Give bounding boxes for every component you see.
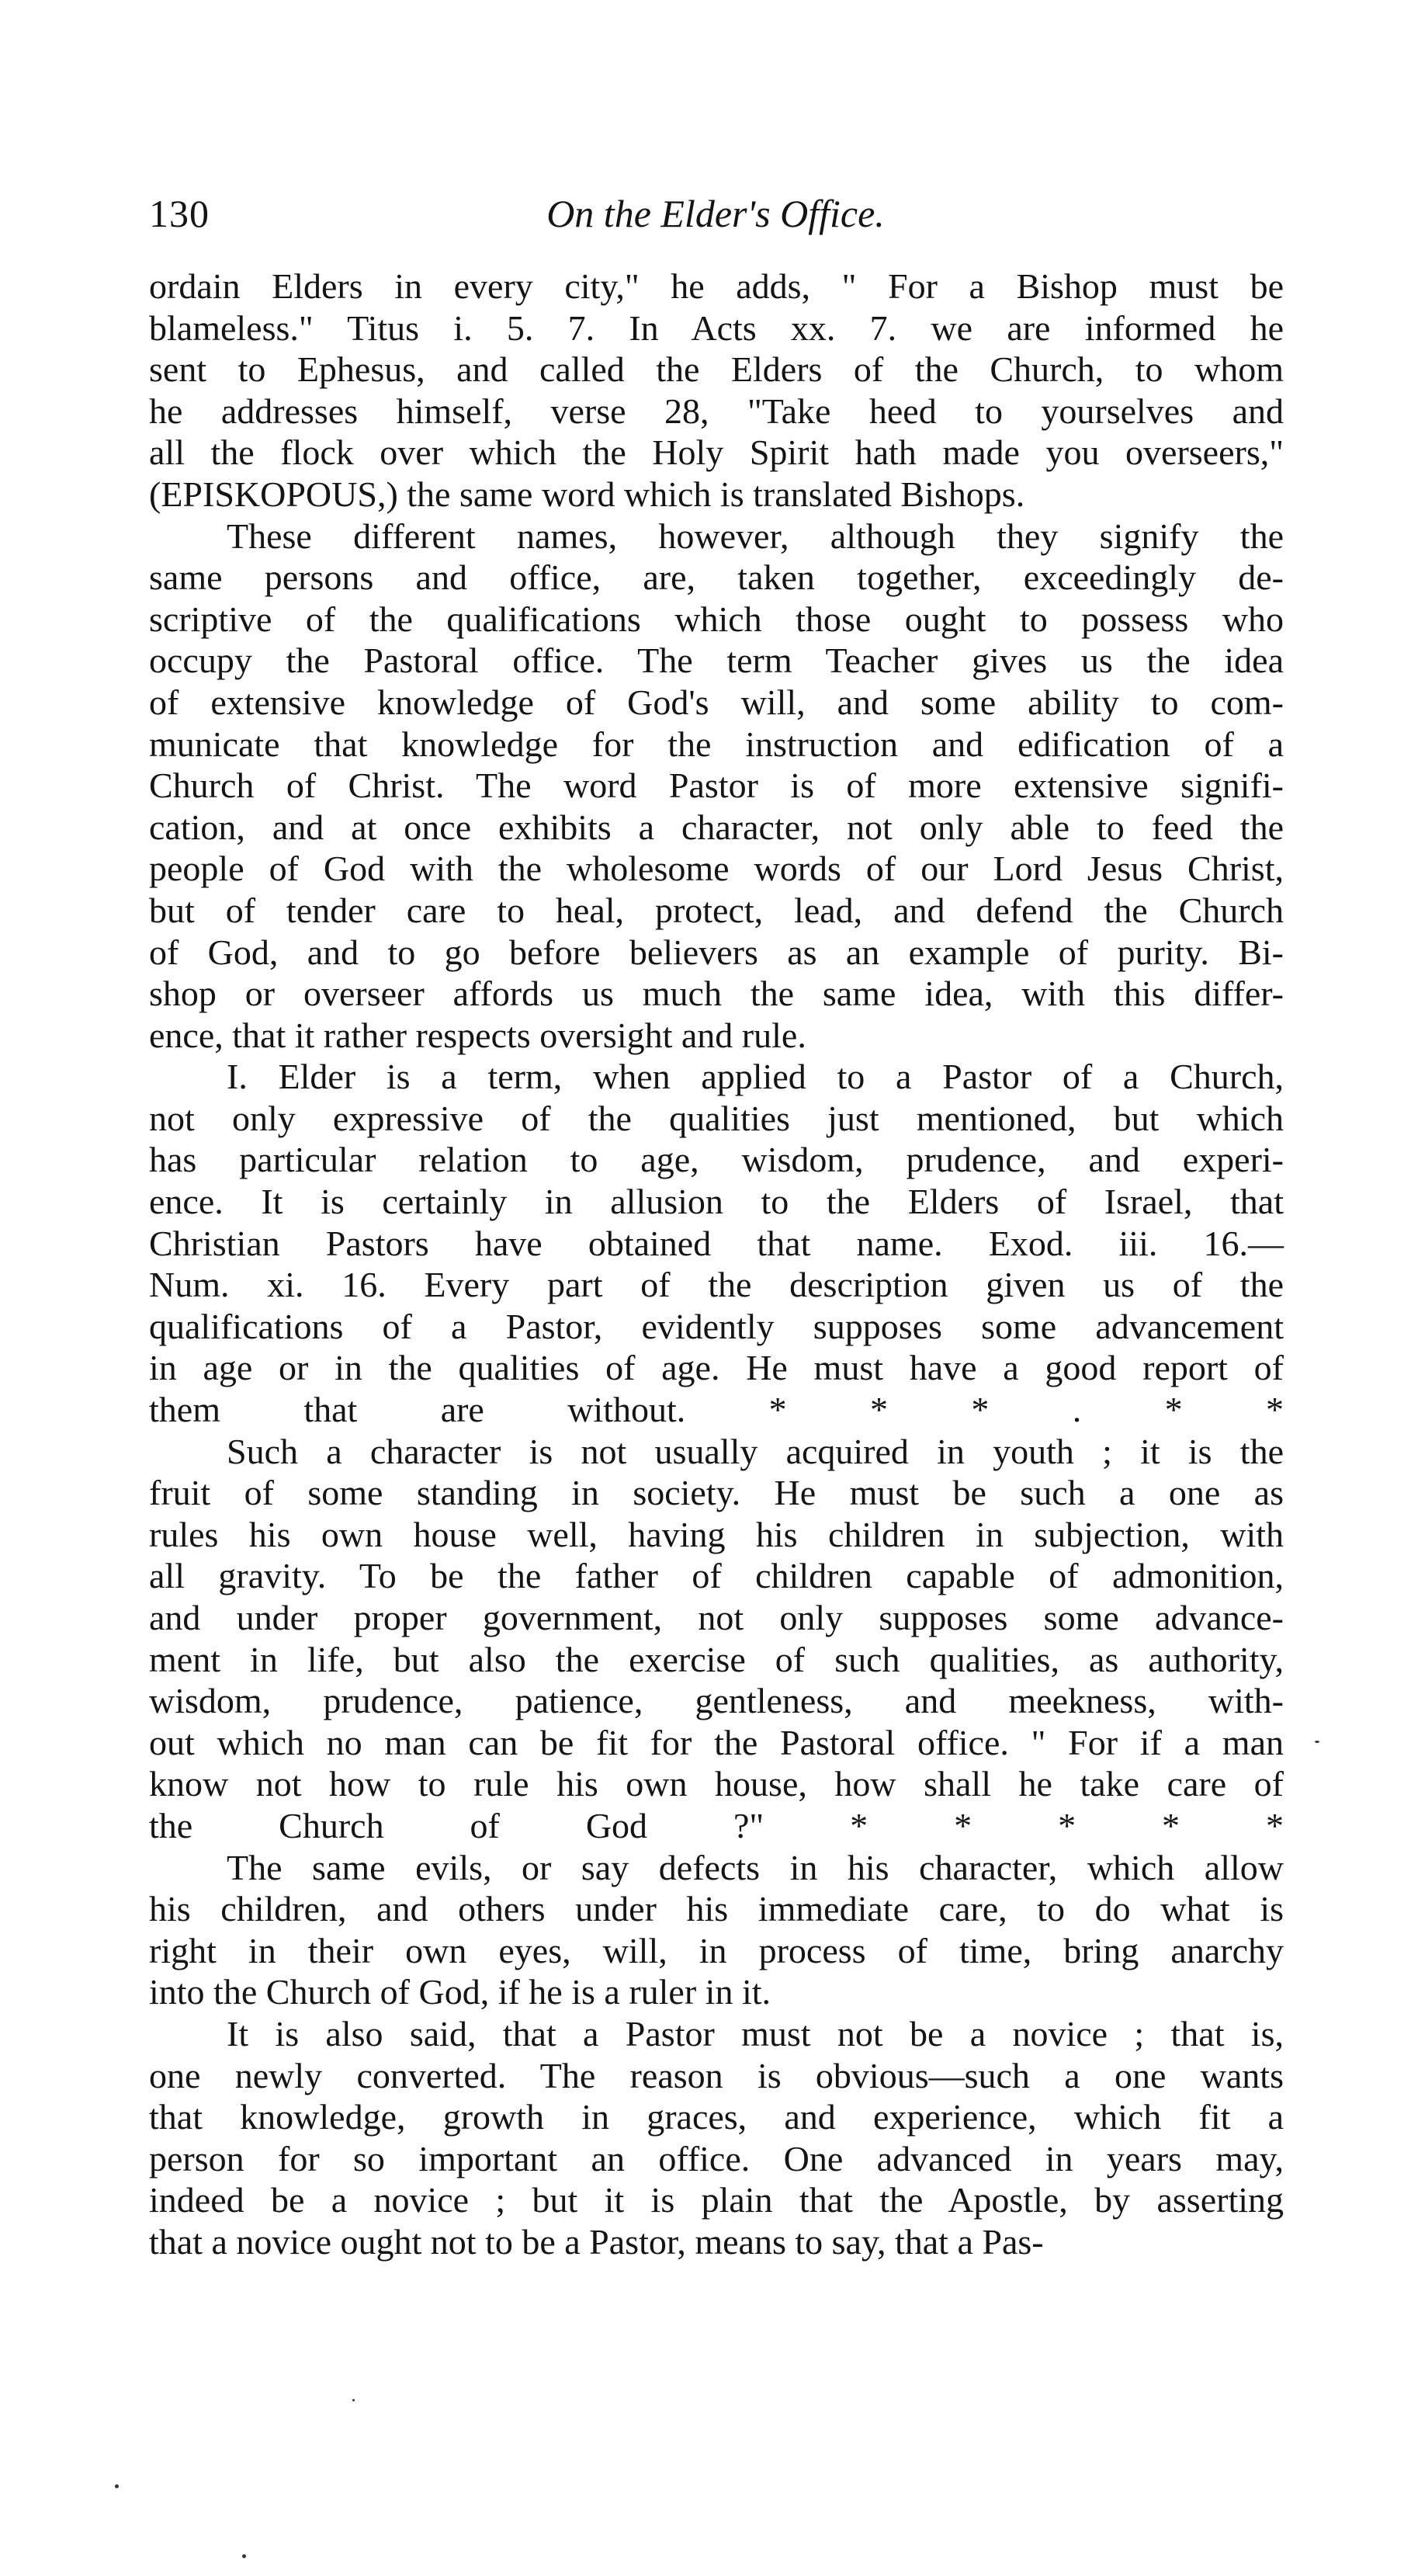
text-line: all the flock over which the Holy Spirit hath made you overseers," [149,432,1284,473]
text-line: occupy the Pastoral office. The term Teacher gives us the idea [149,641,1284,681]
body-text [149,266,1284,2263]
text-line: indeed be a novice ; but it is plain that the Apostle, by asserting [149,2180,1284,2220]
text-line: ordain Elders in every city," he adds, " For a Bishop must be [149,266,1284,306]
text-line: ment in life, but also the exercise of such qualities, as authority, [149,1639,1284,1679]
text-line: (EPISKOPOUS,) the same word which is translated Bishops. [149,474,1025,514]
text-line: his children, and others under his immediate care, to do what is [149,1889,1284,1929]
ink-speck [242,2554,246,2558]
text-line: qualifications of a Pastor, evidently supposes some advancement [149,1306,1284,1346]
text-line: them that are without. * * * . * * [149,1390,1284,1430]
text-line: people of God with the wholesome words of our Lord Jesus Christ, [149,849,1284,889]
text-line: same persons and office, are, taken together, exceedingly de- [149,557,1284,598]
text-line: cation, and at once exhibits a character, not only able to feed the [149,807,1284,847]
text-line: I. Elder is a term, when applied to a Pastor of a Church, [227,1057,1284,1097]
text-line: one newly converted. The reason is obvious—such a one wants [149,2055,1284,2095]
text-line: the Church of God ?" * * * * * [149,1805,1284,1845]
text-line: right in their own eyes, will, in process of time, bring anarchy [149,1930,1284,1970]
text-line: fruit of some standing in society. He must be such a one as [149,1473,1284,1513]
text-line: that knowledge, growth in graces, and experience, which fit a [149,2097,1284,2137]
text-line: into the Church of God, if he is a ruler in it. [149,1972,771,2012]
text-line: It is also said, that a Pastor must not be a novice ; that is, [227,2013,1284,2054]
text-line: he addresses himself, verse 28, "Take heed to yourselves and [149,391,1284,431]
text-line: know not how to rule his own house, how shall he take care of [149,1764,1284,1804]
text-line: ence. It is certainly in allusion to the Elders of Israel, that [149,1182,1284,1222]
text-line: ence, that it rather respects oversight and rule. [149,1015,806,1055]
text-line: Such a character is not usually acquired in youth ; it is the [227,1431,1284,1471]
running-head [149,191,1282,245]
text-line: out which no man can be fit for the Pastoral office. " For if a man [149,1722,1284,1762]
ink-speck [1315,1741,1319,1743]
running-title: On the Elder's Office. [546,192,885,235]
text-line: of God, and to go before believers as an example of purity. Bi- [149,932,1284,972]
page-number: 130 [149,192,210,235]
text-line: but of tender care to heal, protect, lead, and defend the Church [149,890,1284,930]
text-line: These different names, however, although they signify the [227,516,1284,556]
text-line: and under proper government, not only supposes some advance- [149,1598,1284,1637]
text-line: person for so important an office. One advanced in years may, [149,2138,1284,2178]
text-line: Church of Christ. The word Pastor is of more extensive signifi- [149,766,1284,806]
text-line: in age or in the qualities of age. He must have a good report of [149,1348,1284,1388]
text-line: Christian Pastors have obtained that name. Exod. iii. 16.— [149,1223,1284,1263]
text-line: all gravity. To be the father of children capable of admonition, [149,1556,1284,1596]
text-line: rules his own house well, having his children in subjection, with [149,1514,1284,1554]
text-line: that a novice ought not to be a Pastor, means to say, that a Pas- [149,2221,1044,2262]
text-line: Num. xi. 16. Every part of the description given us of the [149,1265,1284,1305]
text-line: wisdom, prudence, patience, gentleness, and meekness, with- [149,1681,1284,1721]
text-line: blameless." Titus i. 5. 7. In Acts xx. 7. we are informed he [149,307,1284,348]
text-line: scriptive of the qualifications which those ought to possess who [149,599,1284,639]
ink-speck [352,2399,355,2401]
text-line: shop or overseer affords us much the same idea, with this differ- [149,974,1284,1014]
text-line: The same evils, or say defects in his character, which allow [227,1847,1284,1887]
ink-speck [115,2484,119,2488]
text-line: sent to Ephesus, and called the Elders of the Church, to whom [149,349,1284,390]
text-line: of extensive knowledge of God's will, and some ability to com- [149,682,1284,722]
text-line: has particular relation to age, wisdom, prudence, and experi- [149,1140,1284,1180]
text-line: municate that knowledge for the instruction and edification of a [149,724,1284,764]
text-line: not only expressive of the qualities just mentioned, but which [149,1098,1284,1138]
